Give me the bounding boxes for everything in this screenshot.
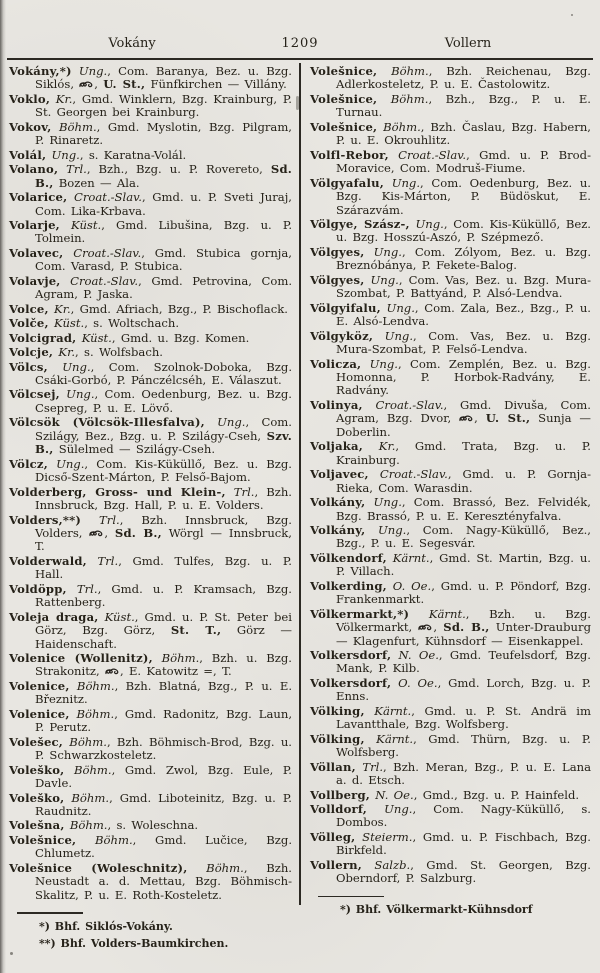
entry-text: , Gmd. u. P. St. Peter bei Görz, Bzg. Görz,	[35, 609, 293, 638]
entry-bold-text: Volderwald,	[9, 553, 87, 568]
scan-speck	[571, 14, 573, 16]
entry-text: Sülelmed — Szilágy-Cseh.	[53, 442, 215, 457]
entry-bold-text: Volders,**)	[9, 512, 82, 527]
entry-text: , Gmd. u. Bzg. Komen.	[111, 330, 250, 345]
entry-text: , Gmd. Lučice, Bzg. Chlumetz.	[35, 832, 293, 861]
entry-bold-text: Volkány,	[310, 522, 366, 537]
entry-province-abbrev: N. Oe.	[370, 787, 414, 802]
entry-text: , Gmd. u. P. Brod-Moravice, Com. Modruš-Fiume.	[336, 147, 591, 176]
entry-province-abbrev: O. Oe.	[391, 675, 438, 690]
gazetteer-entry	[9, 834, 292, 861]
entry-province-abbrev: Ung.	[367, 802, 413, 817]
entry-bold-text: Voleško,	[9, 790, 65, 805]
entry-province-abbrev: Trl.	[225, 484, 255, 499]
entry-province-abbrev: Trl.	[86, 553, 119, 568]
entry-text: Fünfkirchen — Villány.	[145, 77, 287, 92]
entry-text: , Gmd. u. P. Pöndorf, Bzg. Frankenmarkt.	[336, 578, 592, 607]
entry-bold-text: Voljaka,	[310, 439, 363, 454]
gazetteer-entry	[9, 792, 292, 819]
entry-text: ,	[474, 411, 486, 426]
gazetteer-entry	[310, 121, 591, 148]
entry-bold-text: Volce,	[9, 301, 49, 316]
header-rule	[7, 58, 593, 60]
entry-province-abbrev: Trl.	[58, 162, 87, 177]
gazetteer-entry	[9, 458, 292, 485]
entry-bold-text: Volešnice,	[310, 119, 378, 134]
entry-bold-text: Völlan,	[310, 759, 356, 774]
entry-province-abbrev: Croat.-Slav.	[368, 467, 448, 482]
entry-province-abbrev: Böhm.	[64, 790, 110, 805]
gazetteer-entry	[9, 65, 292, 92]
gazetteer-entry	[310, 330, 591, 357]
entry-province-abbrev: Croat.-Slav.	[362, 397, 444, 412]
entry-text: , s. Karatna-Volál.	[79, 147, 187, 162]
entry-bold-text: Voleško,	[9, 762, 65, 777]
gazetteer-entry	[9, 332, 292, 345]
entry-text: , Com. Kis-Küküllő, Bez. u. Bzg. Dicső-Szent-Márton, P. Felső-Bajom.	[35, 456, 292, 485]
gazetteer-entry	[310, 761, 591, 788]
entry-bold-text: St. T.,	[170, 623, 222, 638]
entry-province-abbrev: Ung.	[384, 175, 421, 190]
entry-text: , Gmd. St. Martin, Bzg. u. P. Villach.	[336, 550, 591, 579]
entry-bold-text: Volcigrad,	[9, 330, 77, 345]
entry-bold-text: Vollern,	[310, 857, 363, 872]
entry-bold-text: Voldöpp,	[9, 581, 67, 596]
entry-province-abbrev: Küst.	[48, 316, 85, 331]
entry-bold-text: Sd. B.,	[114, 525, 162, 540]
gazetteer-entry	[310, 649, 591, 676]
gazetteer-entry	[9, 163, 292, 190]
entry-bold-text: Volderberg, Gross- und Klein-,	[9, 484, 226, 499]
entry-bold-text: Szv. B.,	[35, 428, 292, 457]
entry-bold-text: Vollberg,	[310, 787, 371, 802]
entry-province-abbrev: Trl.	[355, 759, 384, 774]
entry-bold-text: Volarje,	[9, 217, 60, 232]
gazetteer-entry	[310, 496, 591, 523]
gazetteer-entry	[9, 191, 292, 218]
gazetteer-entry	[9, 486, 292, 513]
entry-text: ,	[94, 77, 104, 92]
entry-bold-text: Volavje,	[9, 273, 61, 288]
gazetteer-entry	[310, 177, 591, 217]
entry-province-abbrev: Ung.	[71, 64, 108, 78]
entry-bold-text: Volfl-Rebor,	[310, 147, 389, 162]
entry-bold-text: Völgyköz,	[310, 328, 374, 343]
entry-province-abbrev: Böhm.	[187, 860, 244, 875]
entry-text: , Com. Vas, Bez. u. Bzg. Mura-Szombat, P. Felső-Lendva.	[336, 328, 591, 357]
entry-province-abbrev: Böhm.	[152, 651, 200, 666]
gazetteer-entry	[310, 399, 591, 439]
entry-province-abbrev: Ung.	[59, 387, 95, 402]
entry-text: , Gmd. Zwol, Bzg. Eule, P. Davle.	[35, 762, 292, 791]
entry-bold-text: Völgyes,	[310, 272, 365, 287]
entry-bold-text: Sd. B.,	[35, 162, 292, 190]
entry-province-abbrev: Böhm.	[76, 832, 133, 847]
gazetteer-entry	[9, 361, 292, 388]
entry-bold-text: Völgye, Szász-,	[310, 216, 410, 231]
entry-province-abbrev: Trl.	[66, 581, 98, 596]
entry-province-abbrev: Böhm.	[377, 119, 421, 134]
posthorn-telegraph-icon	[89, 526, 104, 540]
entry-province-abbrev: Ung.	[409, 216, 444, 231]
entry-province-abbrev: O. Oe.	[386, 578, 432, 593]
entry-bold-text: Völking,	[310, 731, 365, 746]
entry-province-abbrev: Trl.	[81, 512, 120, 527]
gazetteer-entry	[9, 317, 292, 330]
gazetteer-entry	[9, 93, 292, 120]
left-column	[7, 65, 300, 955]
gazetteer-entry	[9, 121, 292, 148]
entry-province-abbrev: Kärnt.	[364, 731, 414, 746]
entry-bold-text: Volešna,	[9, 818, 65, 833]
gazetteer-entry	[310, 302, 591, 329]
gazetteer-entry	[310, 705, 591, 732]
entry-text: , Com. Vas, Bez. u. Bzg. Mura-Szombat, P. Battyánd, P. Alsó-Lendva.	[336, 272, 591, 301]
gazetteer-entry	[9, 416, 292, 456]
posthorn-telegraph-icon	[105, 664, 120, 678]
gazetteer-entry	[9, 219, 292, 246]
entry-province-abbrev: Ung.	[365, 522, 407, 537]
entry-text: , Gmd. u. P. Sveti Juraj, Com. Lika-Krbava.	[35, 190, 292, 218]
entry-bold-text: Völking,	[310, 703, 365, 718]
gazetteer-entry	[310, 274, 591, 301]
gazetteer-entry	[9, 555, 292, 582]
entry-province-abbrev: Ung.	[204, 415, 246, 430]
entry-text: , Gmd. Stubica gornja, Com. Varasd, P. Stubica.	[35, 245, 292, 274]
gazetteer-entry	[310, 803, 591, 830]
header-right-keyword: Vollern	[444, 36, 492, 51]
gazetteer-entry	[9, 764, 292, 791]
entry-province-abbrev: Steierm.	[355, 829, 413, 844]
entry-bold-text: Volál,	[9, 147, 47, 162]
entry-text: ,	[433, 620, 444, 635]
gazetteer-entry	[9, 275, 292, 302]
entry-province-abbrev: Ung.	[364, 244, 402, 259]
entry-bold-text: Vokov,	[9, 119, 52, 134]
entry-province-abbrev: Ung.	[46, 147, 80, 162]
entry-text: Unter-Drauburg — Klagenfurt, Kühnsdorf — Eisenkappel.	[336, 620, 591, 648]
entry-province-abbrev: Croat.-Slav.	[67, 190, 142, 205]
entry-bold-text: Volešnice,	[310, 91, 378, 106]
posthorn-telegraph-icon	[79, 77, 94, 91]
gazetteer-entry	[9, 583, 292, 610]
entry-province-abbrev: Kr.	[48, 301, 71, 316]
entry-bold-text: Voleja draga,	[9, 609, 99, 624]
entry-text: ,	[104, 525, 115, 540]
gazetteer-entry	[9, 149, 292, 162]
entry-bold-text: Völcsök (Völcsök-Illesfalva),	[9, 415, 205, 430]
entry-province-abbrev: Croat.-Slav.	[63, 245, 142, 260]
entry-text: , Bzh. u. Bzg. Strakonitz,	[35, 651, 292, 679]
gazetteer-entry	[310, 552, 591, 579]
entry-text: , Gmd. u. P. Gornja-Rieka, Com. Warasdin.	[336, 467, 591, 495]
gazetteer-entry	[310, 149, 591, 176]
entry-bold-text: Volinya,	[310, 397, 363, 412]
entry-province-abbrev: Küst.	[59, 217, 102, 232]
entry-province-abbrev: Böhm.	[51, 119, 97, 134]
entry-province-abbrev: Böhm.	[69, 706, 115, 721]
page-header	[0, 36, 600, 54]
entry-text: , Com. Kis-Küküllő, Bez. u. Bzg. Hosszú-Aszó, P. Szépmező.	[336, 216, 591, 245]
entry-text: , Gmd. Petrovina, Com. Agram, P. Jaska.	[35, 273, 293, 302]
header-left-keyword: Vokány	[108, 36, 156, 51]
entry-bold-text: Volarice,	[9, 190, 68, 205]
entry-bold-text: Volkerding,	[310, 578, 387, 593]
footnote: *) Bhf. Völkermarkt-Kühnsdorf	[340, 903, 533, 917]
gazetteer-entry	[310, 440, 591, 467]
entry-text: , s. Woltschach.	[84, 316, 180, 331]
entry-province-abbrev: Ung.	[365, 495, 402, 510]
entry-bold-text: Sd. B.,	[443, 620, 490, 635]
gazetteer-entry	[9, 819, 292, 832]
entry-text: , Bzh. Innsbruck, Bzg. Volders,	[35, 512, 292, 540]
entry-text: , Gmd. Radonitz, Bzg. Laun, P. Perutz.	[35, 706, 293, 735]
footnote: *) Bhf. Siklós-Vokány.	[39, 919, 173, 933]
entry-province-abbrev: Ung.	[380, 300, 415, 315]
entry-text: , Bzh. Meran, Bzg., P. u. E. Lana a. d. Etsch.	[336, 759, 591, 788]
entry-bold-text: Vokány,*)	[9, 64, 72, 78]
gazetteer-entry	[310, 608, 591, 648]
entry-bold-text: Volkersdorf,	[310, 648, 392, 663]
entry-text: , Com. Nagy-Küküllő, Bez., Bzg., P. u. E. Segesvár.	[336, 522, 591, 551]
gazetteer-columns	[7, 65, 594, 955]
entry-province-abbrev: Ung.	[373, 328, 414, 343]
gazetteer-entry	[310, 831, 591, 858]
entry-province-abbrev: Böhm.	[64, 762, 112, 777]
footnote: **) Bhf. Volders-Baumkirchen.	[39, 937, 229, 951]
gazetteer-entry	[310, 93, 591, 120]
entry-text: , Bzh., Bzg., P. u. E. Turnau.	[336, 91, 591, 120]
entry-text: , Gmd. Afriach, Bzg., P. Bischoflack.	[70, 301, 288, 316]
entry-text: , Com. Oedenburg, Bez. u. Bzg. Kis-Márton, P. Büdöskut, E. Szárazvám.	[336, 175, 591, 217]
entry-province-abbrev: Ung.	[361, 356, 398, 371]
entry-bold-text: Völgyes,	[310, 244, 365, 259]
gazetteer-entry	[310, 218, 591, 245]
entry-bold-text: Völcz,	[9, 456, 48, 471]
entry-text: , Gmd. Liboteinitz, Bzg. u. P. Raudnitz.	[35, 790, 292, 819]
entry-province-abbrev: Kärnt.	[364, 703, 412, 718]
gazetteer-entry	[310, 65, 591, 92]
entry-province-abbrev: Böhm.	[377, 64, 429, 78]
entry-bold-text: Völcsej,	[9, 387, 60, 402]
entry-text: , Com. Baranya, Bez. u. Bzg. Siklós,	[35, 64, 292, 92]
entry-text: , Gmd. Tulfes, Bzg. u. P. Hall.	[35, 553, 292, 582]
entry-bold-text: Volkány,	[310, 495, 366, 510]
entry-bold-text: Volicza,	[310, 356, 362, 371]
entry-province-abbrev: Croat.-Slav.	[388, 147, 467, 162]
entry-province-abbrev: Croat.-Slav.	[60, 273, 139, 288]
entry-province-abbrev: Kärnt.	[386, 550, 430, 565]
entry-bold-text: Völgyifalu,	[310, 300, 381, 315]
entry-text: , Bzh. Blatná, Bzg., P. u. E. Březnitz.	[35, 678, 292, 707]
footnote-rule	[17, 912, 83, 914]
gazetteer-entry	[9, 388, 292, 415]
entry-text: , E. Katowitz =, T.	[119, 664, 232, 679]
scan-edge-shadow	[0, 0, 6, 973]
gazetteer-entry	[9, 680, 292, 707]
entry-bold-text: Volešec,	[9, 734, 64, 749]
entry-text: , Gmd. u. P. St. Andrä im Lavantthale, Bzg. Wolfsberg.	[336, 703, 591, 732]
right-column	[300, 65, 593, 955]
entry-province-abbrev: Ung.	[364, 272, 399, 287]
gazetteer-entry	[310, 789, 591, 802]
entry-province-abbrev: Küst.	[98, 609, 135, 624]
entry-text: , Gmd. Libušina, Bzg. u. P. Tolmein.	[35, 217, 293, 246]
entry-text: , Bzh. Reichenau, Bzg. Adlerkosteletz, P. u. E. Častolowitz.	[336, 64, 591, 92]
entry-bold-text: Völleg,	[310, 829, 356, 844]
gazetteer-entry	[9, 708, 292, 735]
entry-bold-text: U. St.,	[103, 77, 146, 92]
entry-province-abbrev: Böhm.	[377, 91, 429, 106]
entry-bold-text: Volešnice,	[9, 832, 77, 847]
entry-province-abbrev: Kr.	[362, 439, 396, 454]
entry-bold-text: Volkersdorf,	[310, 675, 392, 690]
gazetteer-entry	[310, 358, 591, 398]
gazetteer-entry	[310, 468, 591, 495]
entry-bold-text: Volano,	[9, 162, 59, 177]
entry-province-abbrev: N. Oe.	[391, 648, 439, 663]
entry-bold-text: Volče,	[9, 316, 49, 331]
entry-bold-text: Völgyafalu,	[310, 175, 384, 190]
entry-text: , Com. Szilágy, Bez., Bzg. u. P. Szilágy-Cseh,	[35, 415, 292, 443]
entry-text: Bozen — Ala.	[53, 175, 140, 190]
gazetteer-entry	[310, 524, 591, 551]
entry-province-abbrev: Böhm.	[63, 734, 107, 749]
entry-bold-text: Volenice,	[9, 678, 70, 693]
entry-bold-text: Volešnice (Woleschnitz),	[9, 860, 188, 875]
posthorn-telegraph-icon	[418, 620, 433, 634]
entry-province-abbrev: Salzb.	[362, 857, 411, 872]
entry-text: , Gmd. Trata, Bzg. u. P. Krainburg.	[336, 439, 591, 467]
entry-text: , Bzh. Časlau, Bzg. Habern, P. u. E. Okrouhlitz.	[336, 119, 591, 148]
entry-bold-text: Volenice,	[9, 706, 70, 721]
gazetteer-entry	[310, 246, 591, 273]
entry-text: , Bzh. u. Bzg. Völkermarkt,	[336, 606, 591, 635]
entry-text: , Gmd. Lorch, Bzg. u. P. Enns.	[336, 675, 591, 704]
entry-text: , Gmd. u. P. Kramsach, Bzg. Rattenberg.	[35, 581, 292, 610]
entry-bold-text: Völkendorf,	[310, 550, 387, 565]
entry-text: , Com. Nagy-Küküllő, s. Dombos.	[336, 802, 591, 830]
entry-province-abbrev: Ung.	[47, 456, 85, 471]
entry-bold-text: Volenice (Wollenitz),	[9, 651, 153, 666]
gazetteer-entry	[9, 652, 292, 679]
entry-bold-text: Voklo,	[9, 91, 51, 106]
gazetteer-entry	[9, 514, 292, 554]
entry-text: , Com. Zemplén, Bez. u. Bzg. Homonna, P. Horbok-Radvány, E. Radvány.	[336, 356, 591, 398]
gazetteer-entry	[310, 859, 591, 886]
entry-bold-text: Volavec,	[9, 245, 64, 260]
entry-text: , Gmd. Myslotin, Bzg. Pilgram, P. Rinaretz.	[35, 119, 292, 148]
entry-province-abbrev: Kärnt.	[409, 606, 466, 621]
entry-text: , Gmd., Bzg. u. P. Hainfeld.	[413, 787, 580, 802]
entry-bold-text: Voljavec,	[310, 467, 369, 482]
entry-text: , Gmd. Thürn, Bzg. u. P. Wolfsberg.	[336, 731, 591, 760]
entry-text: , Gmd. St. Georgen, Bzg. Oberndorf, P. Salzburg.	[336, 857, 591, 886]
entry-province-abbrev: Ung.	[47, 359, 91, 374]
gazetteer-entry	[310, 677, 591, 704]
entry-text: , Bzh. Böhmisch-Brod, Bzg. u. P. Schwarzkosteletz.	[35, 734, 292, 763]
entry-province-abbrev: Kr.	[50, 91, 73, 106]
gazetteer-entry	[9, 611, 292, 651]
entry-text: , Gmd. Winklern, Bzg. Krainburg, P. St. Georgen bei Krainburg.	[35, 91, 292, 120]
entry-province-abbrev: Kr.	[53, 345, 76, 360]
entry-text: , Gmd. u. P. Fischbach, Bzg. Birkfeld.	[336, 829, 591, 858]
entry-text: , Gmd. Divuša, Com. Agram, Bzg. Dvor,	[336, 397, 591, 426]
entry-text: , Com. Brassó, Bez. Felvidék, Bzg. Brassó, P. u. E. Keresztényfalva.	[336, 495, 591, 523]
gazetteer-entry	[9, 862, 292, 902]
gazetteer-entry	[310, 580, 591, 607]
entry-text: , Bzh., Bzg. u. P. Rovereto,	[86, 162, 271, 177]
entry-text: Sunja — Doberlin.	[336, 411, 591, 439]
entry-text: Görz — Haidenschaft.	[35, 623, 292, 651]
entry-province-abbrev: Böhm.	[64, 818, 108, 833]
entry-bold-text: Volldorf,	[310, 802, 367, 817]
footnote-rule	[318, 896, 384, 898]
gazetteer-entry	[9, 346, 292, 359]
entry-text: , s. Woleschna.	[107, 818, 199, 833]
entry-text: , Com. Oedenburg, Bez. u. Bzg. Csepreg, P. u. E. Lövő.	[35, 387, 292, 415]
entry-bold-text: Völkermarkt,*)	[310, 606, 410, 621]
gazetteer-entry	[9, 303, 292, 316]
entry-bold-text: Volcje,	[9, 345, 54, 360]
entry-province-abbrev: Böhm.	[69, 678, 115, 693]
entry-bold-text: Völcs,	[9, 359, 48, 374]
entry-text: , Com. Szolnok-Doboka, Bzg. Csáki-Gorbó, P. Pánczélcséh, E. Válaszut.	[35, 359, 292, 387]
entry-bold-text: U. St.,	[485, 411, 531, 426]
entry-text: , Bzh. Innsbruck, Bzg. Hall, P. u. E. Volders.	[35, 484, 292, 513]
entry-text: , Com. Zólyom, Bez. u. Bzg. Breznóbánya, P. Fekete-Balog.	[336, 244, 591, 273]
gazetteer-entry	[9, 736, 292, 763]
entry-province-abbrev: Küst.	[76, 330, 112, 345]
posthorn-telegraph-icon	[459, 411, 474, 425]
gazetteer-entry	[310, 733, 591, 760]
entry-text: , Bzh. Neustadt a. d. Mettau, Bzg. Böhmisch-Skalitz, P. u. E. Roth-Kosteletz.	[35, 860, 292, 902]
page-number: 1209	[281, 36, 319, 51]
entry-text: , Com. Zala, Bez., Bzg., P. u. E. Alsó-Lendva.	[336, 300, 591, 329]
entry-text: Wörgl — Innsbruck, T.	[35, 525, 292, 554]
entry-text: , s. Wolfsbach.	[75, 345, 163, 360]
entry-text: , Gmd. Teufelsdorf, Bzg. Mank, P. Kilb.	[336, 648, 591, 676]
entry-bold-text: Volešnice,	[310, 64, 378, 78]
gazetteer-entry	[9, 247, 292, 274]
